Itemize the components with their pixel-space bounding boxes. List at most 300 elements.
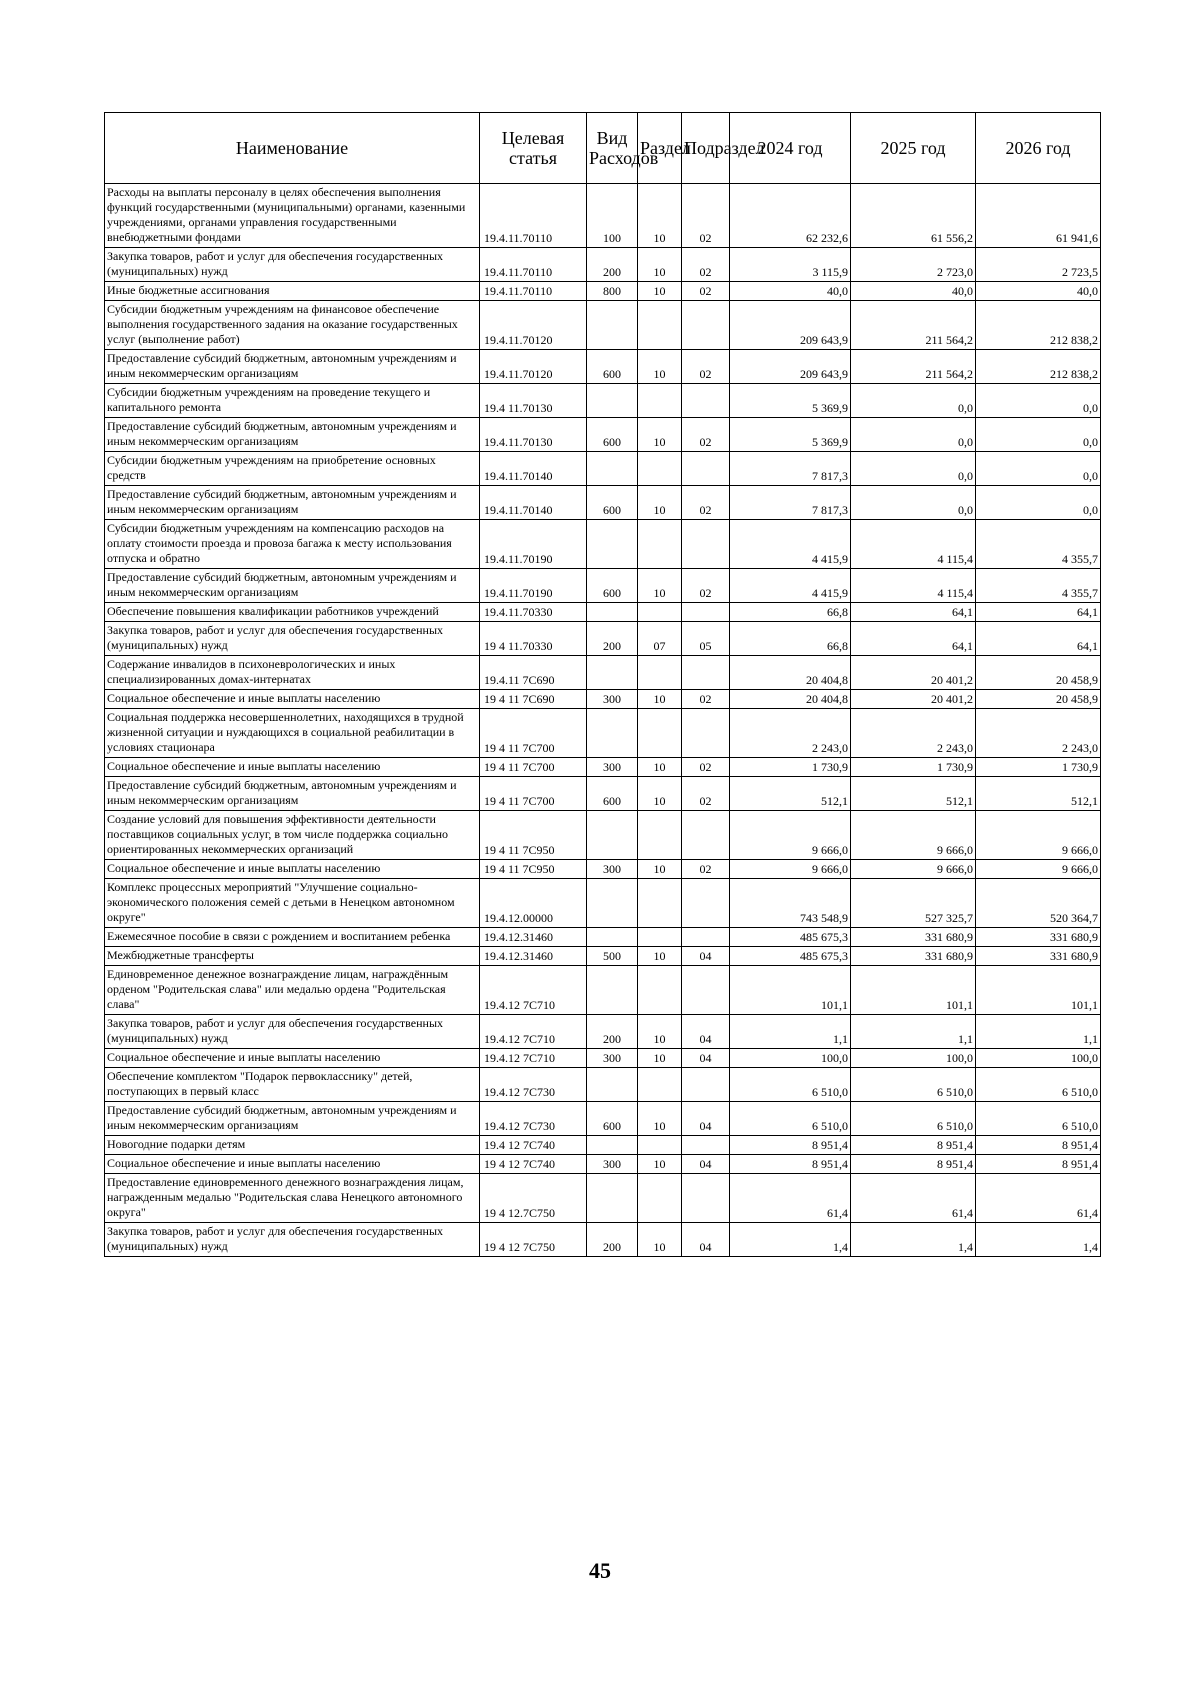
- cell-2026: 64,1: [976, 622, 1101, 656]
- cell-vid: 500: [587, 947, 638, 966]
- cell-vid: 600: [587, 350, 638, 384]
- budget-table: [104, 112, 1101, 1257]
- table-row: [105, 486, 1101, 520]
- cell-name: Предоставление единовременного денежного вознаграждения лицам, награжденным медалью "Родительская слава Ненецкого автономного округа": [105, 1174, 480, 1223]
- cell-2024: 61,4: [730, 1174, 851, 1223]
- cell-podrazdel: 02: [682, 184, 730, 248]
- cell-name: Предоставление субсидий бюджетным, автономным учреждениям и иным некоммерческим организациям: [105, 777, 480, 811]
- cell-2024: 101,1: [730, 966, 851, 1015]
- cell-razdel: [638, 928, 682, 947]
- cell-name: Иные бюджетные ассигнования: [105, 282, 480, 301]
- cell-razdel: [638, 603, 682, 622]
- cell-2025: 211 564,2: [851, 301, 976, 350]
- cell-razdel: 10: [638, 418, 682, 452]
- cell-target: 19.4.11.70110: [480, 184, 587, 248]
- cell-target: 19.4.12 7С730: [480, 1102, 587, 1136]
- cell-vid: 200: [587, 622, 638, 656]
- cell-target: 19.4.11.70330: [480, 603, 587, 622]
- cell-vid: 800: [587, 282, 638, 301]
- table-row: [105, 811, 1101, 860]
- cell-name: Социальное обеспечение и иные выплаты населению: [105, 758, 480, 777]
- cell-target: 19.4 11.70130: [480, 384, 587, 418]
- cell-2026: 1,4: [976, 1223, 1101, 1257]
- cell-2024: 9 666,0: [730, 860, 851, 879]
- cell-2025: 20 401,2: [851, 690, 976, 709]
- cell-name: Единовременное денежное вознаграждение лицам, награждённым орденом "Родительская слава" или медалью ордена "Родительская слава": [105, 966, 480, 1015]
- table-row: [105, 1174, 1101, 1223]
- cell-2026: 4 355,7: [976, 569, 1101, 603]
- cell-podrazdel: 02: [682, 248, 730, 282]
- cell-2026: 331 680,9: [976, 947, 1101, 966]
- cell-vid: [587, 301, 638, 350]
- cell-2025: 1,1: [851, 1015, 976, 1049]
- cell-podrazdel: 02: [682, 860, 730, 879]
- cell-podrazdel: 05: [682, 622, 730, 656]
- cell-2024: 3 115,9: [730, 248, 851, 282]
- table-header-row: [105, 113, 1101, 184]
- cell-2025: 6 510,0: [851, 1068, 976, 1102]
- cell-2026: 4 355,7: [976, 520, 1101, 569]
- cell-target: 19.4.11.70190: [480, 520, 587, 569]
- cell-2024: 7 817,3: [730, 452, 851, 486]
- cell-name: Закупка товаров, работ и услуг для обеспечения государственных (муниципальных) нужд: [105, 622, 480, 656]
- cell-target: 19.4.12 7С710: [480, 1015, 587, 1049]
- cell-name: Субсидии бюджетным учреждениям на проведение текущего и капитального ремонта: [105, 384, 480, 418]
- cell-target: 19 4 11 7С950: [480, 811, 587, 860]
- cell-2025: 101,1: [851, 966, 976, 1015]
- cell-podrazdel: 02: [682, 758, 730, 777]
- table-row: [105, 1015, 1101, 1049]
- cell-2024: 1,1: [730, 1015, 851, 1049]
- cell-target: 19.4.12.31460: [480, 947, 587, 966]
- cell-razdel: 10: [638, 1015, 682, 1049]
- cell-2025: 211 564,2: [851, 350, 976, 384]
- cell-2025: 4 115,4: [851, 569, 976, 603]
- table-row: [105, 350, 1101, 384]
- cell-name: Новогодние подарки детям: [105, 1136, 480, 1155]
- cell-vid: [587, 811, 638, 860]
- cell-2025: 2 723,0: [851, 248, 976, 282]
- cell-2025: 20 401,2: [851, 656, 976, 690]
- table-row: [105, 520, 1101, 569]
- header-2024: 2024 год: [730, 113, 851, 184]
- cell-vid: [587, 709, 638, 758]
- cell-podrazdel: 04: [682, 947, 730, 966]
- cell-podrazdel: [682, 301, 730, 350]
- cell-2024: 20 404,8: [730, 690, 851, 709]
- cell-name: Предоставление субсидий бюджетным, автономным учреждениям и иным некоммерческим организациям: [105, 569, 480, 603]
- table-row: [105, 860, 1101, 879]
- cell-name: Субсидии бюджетным учреждениям на приобретение основных средств: [105, 452, 480, 486]
- cell-razdel: [638, 301, 682, 350]
- cell-razdel: 10: [638, 184, 682, 248]
- cell-vid: 600: [587, 777, 638, 811]
- table-row: [105, 966, 1101, 1015]
- cell-vid: 300: [587, 860, 638, 879]
- table-row: [105, 622, 1101, 656]
- cell-podrazdel: 04: [682, 1015, 730, 1049]
- cell-2024: 100,0: [730, 1049, 851, 1068]
- cell-vid: 300: [587, 690, 638, 709]
- cell-2025: 4 115,4: [851, 520, 976, 569]
- cell-razdel: [638, 1136, 682, 1155]
- cell-name: Предоставление субсидий бюджетным, автономным учреждениям и иным некоммерческим организациям: [105, 486, 480, 520]
- cell-target: 19.4.12 7С710: [480, 1049, 587, 1068]
- cell-podrazdel: 02: [682, 282, 730, 301]
- cell-vid: 200: [587, 248, 638, 282]
- cell-razdel: 10: [638, 1049, 682, 1068]
- table-row: [105, 184, 1101, 248]
- cell-2026: 212 838,2: [976, 301, 1101, 350]
- cell-podrazdel: [682, 709, 730, 758]
- cell-name: Социальная поддержка несовершеннолетних, находящихся в трудной жизненной ситуации и нуждающихся в социальной реабилитации в условиях стационара: [105, 709, 480, 758]
- cell-vid: 300: [587, 1155, 638, 1174]
- cell-razdel: [638, 520, 682, 569]
- cell-razdel: [638, 656, 682, 690]
- table-row: [105, 384, 1101, 418]
- cell-vid: [587, 656, 638, 690]
- cell-target: 19 4 11 7С700: [480, 709, 587, 758]
- cell-name: Расходы на выплаты персоналу в целях обеспечения выполнения функций государственными (муниципальными) органами, казенными учреждениями, органами управления государственными внебюджетными фондами: [105, 184, 480, 248]
- cell-2026: 1 730,9: [976, 758, 1101, 777]
- cell-2026: 20 458,9: [976, 690, 1101, 709]
- header-2026: 2026 год: [976, 113, 1101, 184]
- cell-2024: 485 675,3: [730, 928, 851, 947]
- cell-razdel: [638, 811, 682, 860]
- cell-2026: 331 680,9: [976, 928, 1101, 947]
- cell-2026: 61,4: [976, 1174, 1101, 1223]
- cell-podrazdel: 02: [682, 777, 730, 811]
- cell-2024: 1,4: [730, 1223, 851, 1257]
- table-row: [105, 452, 1101, 486]
- cell-razdel: 10: [638, 690, 682, 709]
- cell-podrazdel: [682, 1136, 730, 1155]
- cell-2026: 8 951,4: [976, 1155, 1101, 1174]
- cell-name: Закупка товаров, работ и услуг для обеспечения государственных (муниципальных) нужд: [105, 248, 480, 282]
- table-row: [105, 709, 1101, 758]
- cell-target: 19.4.11.70120: [480, 301, 587, 350]
- cell-vid: 300: [587, 758, 638, 777]
- cell-2026: 100,0: [976, 1049, 1101, 1068]
- cell-2025: 1 730,9: [851, 758, 976, 777]
- cell-2026: 1,1: [976, 1015, 1101, 1049]
- cell-vid: [587, 966, 638, 1015]
- cell-2026: 0,0: [976, 452, 1101, 486]
- cell-name: Субсидии бюджетным учреждениям на финансовое обеспечение выполнения государственного задания на оказание государственных услуг (выполнение работ): [105, 301, 480, 350]
- cell-2025: 61,4: [851, 1174, 976, 1223]
- cell-name: Социальное обеспечение и иные выплаты населению: [105, 1155, 480, 1174]
- cell-2026: 9 666,0: [976, 811, 1101, 860]
- cell-2026: 64,1: [976, 603, 1101, 622]
- cell-name: Обеспечение комплектом "Подарок первокласснику" детей, поступающих в первый класс: [105, 1068, 480, 1102]
- table-row: [105, 1049, 1101, 1068]
- cell-podrazdel: 02: [682, 569, 730, 603]
- cell-2026: 512,1: [976, 777, 1101, 811]
- cell-2026: 0,0: [976, 486, 1101, 520]
- cell-podrazdel: [682, 656, 730, 690]
- cell-2025: 64,1: [851, 603, 976, 622]
- cell-2024: 8 951,4: [730, 1136, 851, 1155]
- table-row: [105, 1068, 1101, 1102]
- cell-razdel: 10: [638, 248, 682, 282]
- cell-target: 19 4 11 7С700: [480, 758, 587, 777]
- cell-name: Предоставление субсидий бюджетным, автономным учреждениям и иным некоммерческим организациям: [105, 350, 480, 384]
- table-row: [105, 1223, 1101, 1257]
- cell-razdel: [638, 709, 682, 758]
- cell-vid: 300: [587, 1049, 638, 1068]
- cell-podrazdel: [682, 1068, 730, 1102]
- cell-vid: [587, 928, 638, 947]
- table-row: [105, 1136, 1101, 1155]
- cell-target: 19.4.11.70130: [480, 418, 587, 452]
- cell-2024: 7 817,3: [730, 486, 851, 520]
- cell-razdel: [638, 966, 682, 1015]
- cell-2025: 512,1: [851, 777, 976, 811]
- cell-podrazdel: [682, 1174, 730, 1223]
- cell-2025: 40,0: [851, 282, 976, 301]
- cell-2025: 0,0: [851, 384, 976, 418]
- table-row: [105, 569, 1101, 603]
- cell-razdel: 10: [638, 486, 682, 520]
- cell-2025: 8 951,4: [851, 1136, 976, 1155]
- table-row: [105, 656, 1101, 690]
- cell-2025: 1,4: [851, 1223, 976, 1257]
- table-row: [105, 248, 1101, 282]
- cell-name: Предоставление субсидий бюджетным, автономным учреждениям и иным некоммерческим организациям: [105, 418, 480, 452]
- cell-2024: 40,0: [730, 282, 851, 301]
- table-row: [105, 301, 1101, 350]
- cell-2024: 9 666,0: [730, 811, 851, 860]
- cell-target: 19 4 11.70330: [480, 622, 587, 656]
- table-row: [105, 1155, 1101, 1174]
- cell-razdel: [638, 452, 682, 486]
- cell-vid: 600: [587, 1102, 638, 1136]
- header-vid: Вид Расходов: [587, 113, 638, 184]
- cell-vid: [587, 1136, 638, 1155]
- cell-razdel: 10: [638, 1102, 682, 1136]
- table-row: [105, 928, 1101, 947]
- cell-name: Комплекс процессных мероприятий "Улучшение социально-экономического положения семей с детьми в Ненецком автономном округе": [105, 879, 480, 928]
- cell-podrazdel: [682, 928, 730, 947]
- cell-target: 19.4 12 7С740: [480, 1136, 587, 1155]
- cell-2024: 62 232,6: [730, 184, 851, 248]
- cell-2025: 331 680,9: [851, 947, 976, 966]
- cell-vid: [587, 603, 638, 622]
- cell-vid: 100: [587, 184, 638, 248]
- cell-razdel: 10: [638, 777, 682, 811]
- cell-podrazdel: [682, 384, 730, 418]
- cell-2026: 101,1: [976, 966, 1101, 1015]
- cell-name: Создание условий для повышения эффективности деятельности поставщиков социальных услуг, в том числе поддержка социально ориентированных некоммерческих организаций: [105, 811, 480, 860]
- cell-name: Социальное обеспечение и иные выплаты населению: [105, 690, 480, 709]
- cell-name: Закупка товаров, работ и услуг для обеспечения государственных (муниципальных) нужд: [105, 1015, 480, 1049]
- cell-podrazdel: 02: [682, 418, 730, 452]
- header-2025: 2025 год: [851, 113, 976, 184]
- cell-target: 19.4.12 7С730: [480, 1068, 587, 1102]
- header-target: Целевая статья: [480, 113, 587, 184]
- cell-razdel: [638, 384, 682, 418]
- cell-2024: 209 643,9: [730, 350, 851, 384]
- cell-vid: 600: [587, 486, 638, 520]
- cell-2025: 527 325,7: [851, 879, 976, 928]
- table-row: [105, 690, 1101, 709]
- cell-razdel: 10: [638, 758, 682, 777]
- cell-podrazdel: 02: [682, 690, 730, 709]
- cell-2026: 520 364,7: [976, 879, 1101, 928]
- cell-target: 19.4.11.70140: [480, 452, 587, 486]
- header-podrazdel: Подраздел: [682, 113, 730, 184]
- cell-2026: 8 951,4: [976, 1136, 1101, 1155]
- cell-2024: 4 415,9: [730, 569, 851, 603]
- cell-target: 19 4 12 7С750: [480, 1223, 587, 1257]
- cell-razdel: 10: [638, 282, 682, 301]
- cell-name: Социальное обеспечение и иные выплаты населению: [105, 1049, 480, 1068]
- cell-podrazdel: [682, 811, 730, 860]
- cell-2024: 2 243,0: [730, 709, 851, 758]
- cell-podrazdel: [682, 452, 730, 486]
- cell-podrazdel: [682, 603, 730, 622]
- cell-2024: 485 675,3: [730, 947, 851, 966]
- cell-podrazdel: [682, 879, 730, 928]
- cell-2024: 6 510,0: [730, 1102, 851, 1136]
- cell-2026: 0,0: [976, 384, 1101, 418]
- cell-target: 19 4 11 7С950: [480, 860, 587, 879]
- cell-2024: 209 643,9: [730, 301, 851, 350]
- header-razdel: Раздел: [638, 113, 682, 184]
- cell-razdel: 10: [638, 1223, 682, 1257]
- cell-vid: 200: [587, 1223, 638, 1257]
- cell-name: Обеспечение повышения квалификации работников учреждений: [105, 603, 480, 622]
- cell-2025: 0,0: [851, 486, 976, 520]
- cell-razdel: 07: [638, 622, 682, 656]
- cell-target: 19.4.12.00000: [480, 879, 587, 928]
- cell-2025: 64,1: [851, 622, 976, 656]
- cell-2024: 1 730,9: [730, 758, 851, 777]
- cell-target: 19.4.11 7С690: [480, 656, 587, 690]
- cell-2025: 61 556,2: [851, 184, 976, 248]
- cell-razdel: [638, 1068, 682, 1102]
- cell-target: 19 4 12 7С740: [480, 1155, 587, 1174]
- cell-razdel: 10: [638, 860, 682, 879]
- cell-name: Предоставление субсидий бюджетным, автономным учреждениям и иным некоммерческим организациям: [105, 1102, 480, 1136]
- cell-2025: 0,0: [851, 418, 976, 452]
- cell-target: 19 4 12.7С750: [480, 1174, 587, 1223]
- cell-2024: 5 369,9: [730, 384, 851, 418]
- cell-2025: 8 951,4: [851, 1155, 976, 1174]
- cell-name: Субсидии бюджетным учреждениям на компенсацию расходов на оплату стоимости проезда и провоза багажа к месту использования отпуска и обратно: [105, 520, 480, 569]
- cell-2024: 6 510,0: [730, 1068, 851, 1102]
- cell-target: 19.4.11.70110: [480, 248, 587, 282]
- cell-2024: 5 369,9: [730, 418, 851, 452]
- cell-vid: [587, 879, 638, 928]
- cell-2025: 9 666,0: [851, 860, 976, 879]
- cell-razdel: 10: [638, 1155, 682, 1174]
- cell-podrazdel: 04: [682, 1049, 730, 1068]
- cell-2025: 6 510,0: [851, 1102, 976, 1136]
- header-name: Наименование: [105, 113, 480, 184]
- cell-vid: [587, 452, 638, 486]
- cell-2025: 331 680,9: [851, 928, 976, 947]
- table-row: [105, 282, 1101, 301]
- table-row: [105, 603, 1101, 622]
- cell-2024: 20 404,8: [730, 656, 851, 690]
- cell-2024: 8 951,4: [730, 1155, 851, 1174]
- cell-name: Социальное обеспечение и иные выплаты населению: [105, 860, 480, 879]
- cell-vid: 600: [587, 418, 638, 452]
- table-row: [105, 879, 1101, 928]
- cell-2026: 2 723,5: [976, 248, 1101, 282]
- cell-target: 19.4.11.70110: [480, 282, 587, 301]
- cell-podrazdel: 02: [682, 486, 730, 520]
- cell-2026: 212 838,2: [976, 350, 1101, 384]
- cell-2026: 40,0: [976, 282, 1101, 301]
- cell-razdel: 10: [638, 947, 682, 966]
- cell-target: 19.4.11.70140: [480, 486, 587, 520]
- cell-vid: [587, 520, 638, 569]
- cell-2024: 743 548,9: [730, 879, 851, 928]
- table-row: [105, 1102, 1101, 1136]
- table-row: [105, 947, 1101, 966]
- cell-razdel: 10: [638, 350, 682, 384]
- cell-name: Содержание инвалидов в психоневрологических и иных специализированных домах-интернатах: [105, 656, 480, 690]
- cell-2024: 66,8: [730, 603, 851, 622]
- cell-name: Закупка товаров, работ и услуг для обеспечения государственных (муниципальных) нужд: [105, 1223, 480, 1257]
- cell-vid: 600: [587, 569, 638, 603]
- cell-target: 19.4.12 7С710: [480, 966, 587, 1015]
- cell-2026: 2 243,0: [976, 709, 1101, 758]
- table-row: [105, 758, 1101, 777]
- cell-2026: 0,0: [976, 418, 1101, 452]
- table-row: [105, 777, 1101, 811]
- cell-podrazdel: 02: [682, 350, 730, 384]
- cell-podrazdel: 04: [682, 1223, 730, 1257]
- cell-2024: 4 415,9: [730, 520, 851, 569]
- table-row: [105, 418, 1101, 452]
- cell-2026: 61 941,6: [976, 184, 1101, 248]
- page-number: 45: [589, 1558, 611, 1583]
- cell-podrazdel: 04: [682, 1155, 730, 1174]
- cell-2025: 9 666,0: [851, 811, 976, 860]
- cell-podrazdel: [682, 520, 730, 569]
- table-body: [105, 184, 1101, 1257]
- cell-target: 19 4 11 7С700: [480, 777, 587, 811]
- cell-target: 19.4.11.70120: [480, 350, 587, 384]
- cell-2026: 6 510,0: [976, 1102, 1101, 1136]
- cell-2024: 66,8: [730, 622, 851, 656]
- cell-vid: [587, 1068, 638, 1102]
- cell-target: 19.4.12.31460: [480, 928, 587, 947]
- cell-target: 19.4.11.70190: [480, 569, 587, 603]
- cell-2024: 512,1: [730, 777, 851, 811]
- cell-vid: [587, 1174, 638, 1223]
- cell-2026: 20 458,9: [976, 656, 1101, 690]
- cell-vid: [587, 384, 638, 418]
- cell-2026: 9 666,0: [976, 860, 1101, 879]
- cell-2026: 6 510,0: [976, 1068, 1101, 1102]
- cell-2025: 0,0: [851, 452, 976, 486]
- cell-2025: 2 243,0: [851, 709, 976, 758]
- cell-name: Ежемесячное пособие в связи с рождением и воспитанием ребенка: [105, 928, 480, 947]
- cell-razdel: [638, 879, 682, 928]
- cell-podrazdel: 04: [682, 1102, 730, 1136]
- cell-podrazdel: [682, 966, 730, 1015]
- cell-razdel: [638, 1174, 682, 1223]
- cell-razdel: 10: [638, 569, 682, 603]
- cell-vid: 200: [587, 1015, 638, 1049]
- cell-2025: 100,0: [851, 1049, 976, 1068]
- cell-name: Межбюджетные трансферты: [105, 947, 480, 966]
- cell-target: 19 4 11 7С690: [480, 690, 587, 709]
